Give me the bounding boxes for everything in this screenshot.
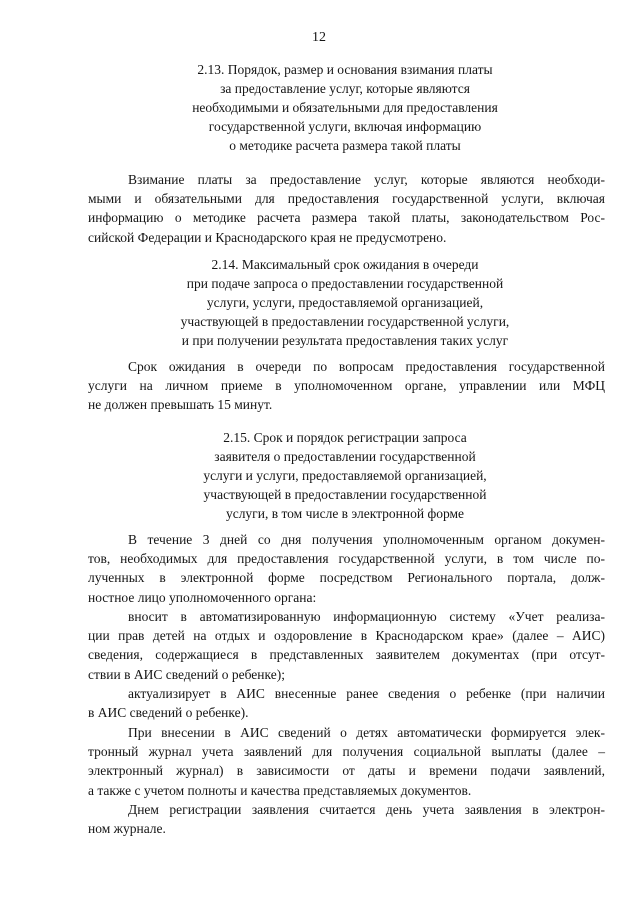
heading-line: государственной услуги, включая информацию — [208, 119, 482, 134]
section-2-13-paragraph — [88, 170, 605, 247]
heading-line: участвующей в предоставлении государственной — [203, 487, 487, 502]
paragraph-line: а также с учетом полноты и качества представляемых документов. — [88, 782, 472, 798]
section-2-13-heading — [60, 60, 630, 155]
paragraph-line: не должен превышать 15 минут. — [88, 397, 273, 413]
paragraph-line: мыми и обязательными для предоставления государственной услуги, включая — [88, 191, 605, 207]
heading-line: участвующей в предоставлении государственной услуги, — [180, 314, 510, 329]
section-2-15-paragraph-5 — [88, 800, 605, 838]
heading-line: за предоставление услуг, которые являются — [220, 81, 470, 96]
heading-line: необходимыми и обязательными для предоставления — [192, 100, 498, 115]
heading-line: о методике расчета размера такой платы — [229, 138, 461, 153]
section-2-14-paragraph — [88, 357, 605, 415]
paragraph-line: лученных в электронной форме посредством Регионального портала, долж- — [88, 570, 605, 586]
section-2-14-heading — [60, 255, 630, 350]
paragraph-line: в АИС сведений о ребенке). — [88, 705, 249, 721]
heading-line: при подаче запроса о предоставлении государственной — [186, 276, 504, 291]
section-2-15-paragraph-3 — [88, 684, 605, 722]
paragraph-line: актуализирует в АИС внесенные ранее сведения о ребенке (при наличии — [128, 686, 605, 701]
section-2-15-paragraph-2 — [88, 607, 605, 684]
paragraph-line: электронный журнал) в зависимости от даты и времени подачи заявлений, — [88, 763, 605, 779]
heading-line: 2.13. Порядок, размер и основания взимания платы — [197, 62, 493, 77]
paragraph-line: тов, необходимых для предоставления государственной услуги, в том числе по- — [88, 551, 605, 567]
heading-line: 2.14. Максимальный срок ожидания в очереди — [211, 257, 479, 272]
paragraph-line: ствии в АИС сведений о ребенке); — [88, 666, 285, 682]
paragraph-line: сийской Федерации и Краснодарского края не предусмотрено. — [88, 229, 447, 245]
section-2-15-heading — [60, 428, 630, 523]
heading-line: и при получении результата предоставления таких услуг — [181, 333, 509, 348]
heading-line: услуги, услуги, предоставляемой организацией, — [206, 295, 484, 310]
section-2-15-paragraph-1 — [88, 530, 605, 607]
paragraph-line: услуги на личном приеме в уполномоченном органе, управлении или МФЦ — [88, 378, 605, 394]
paragraph-line: В течение 3 дней со дня получения уполномоченным органом докумен- — [128, 532, 605, 547]
paragraph-line: Днем регистрации заявления считается день учета заявления в электрон- — [128, 802, 605, 817]
paragraph-line: тронный журнал учета заявлений для получения социальной выплаты (далее – — [88, 744, 605, 760]
section-2-15-paragraph-4 — [88, 723, 605, 800]
paragraph-line: ностное лицо уполномоченного органа: — [88, 589, 317, 605]
paragraph-line: При внесении в АИС сведений о детях автоматически формируется элек- — [128, 725, 605, 740]
heading-line: услуги, в том числе в электронной форме — [225, 506, 465, 521]
paragraph-line: ном журнале. — [88, 821, 166, 837]
heading-line: 2.15. Срок и порядок регистрации запроса — [223, 430, 467, 445]
paragraph-line: сведения, содержащиеся в представленных заявителем документах (при отсут- — [88, 647, 605, 663]
paragraph-line: вносит в автоматизированную информационную систему «Учет реализа- — [128, 609, 605, 624]
paragraph-line: информацию о методике расчета размера такой платы, законодательством Рос- — [88, 210, 605, 226]
paragraph-line: Взимание платы за предоставление услуг, которые являются необходи- — [128, 172, 605, 187]
heading-line: услуги и услуги, предоставляемой организацией, — [203, 468, 487, 483]
paragraph-line: ции прав детей на отдых и оздоровление в Краснодарском крае» (далее – АИС) — [88, 628, 605, 644]
paragraph-line: Срок ожидания в очереди по вопросам предоставления государственной — [128, 359, 605, 374]
page-number: 12 — [312, 30, 326, 45]
heading-line: заявителя о предоставлении государственной — [214, 449, 476, 464]
